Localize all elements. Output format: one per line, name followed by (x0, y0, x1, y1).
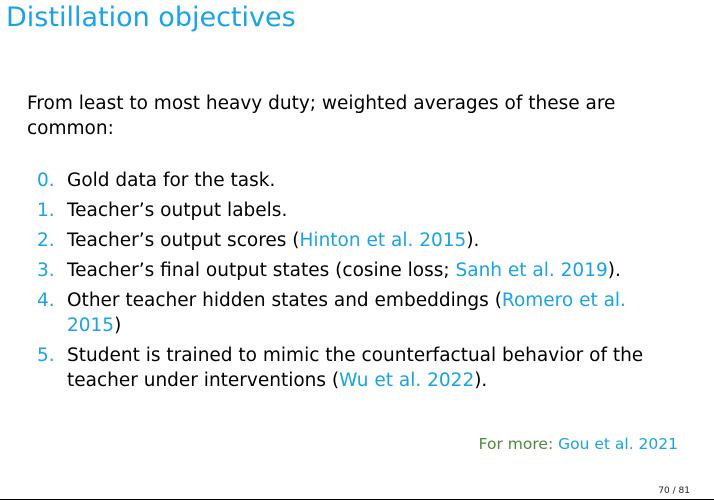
item-text (67, 288, 677, 338)
item-text-post: ). (607, 260, 621, 281)
item-number: 0. (37, 170, 55, 191)
citation-link[interactable]: Hinton et al. 2015 (299, 230, 467, 251)
item-number: 1. (37, 200, 55, 221)
citation-link[interactable]: Sanh et al. 2019 (455, 260, 608, 281)
item-number: 2. (37, 230, 55, 251)
item-number: 5. (37, 345, 55, 366)
objectives-list (37, 168, 677, 398)
item-text-pre: Teacher’s output scores ( (67, 230, 300, 251)
item-text (67, 228, 677, 253)
list-item (37, 168, 677, 193)
item-text (67, 343, 677, 393)
slide-title: Distillation objectives (6, 2, 296, 33)
intro-text: From least to most heavy duty; weighted averages of these are common: (27, 93, 616, 139)
item-text-post: ). (466, 230, 480, 251)
item-text-pre: Teacher’s output labels. (67, 200, 288, 221)
further-reading (479, 435, 678, 453)
further-reading-citation[interactable]: Gou et al. 2021 (558, 435, 678, 453)
item-text-post: ). (474, 370, 488, 391)
list-item (37, 198, 677, 223)
item-number: 3. (37, 260, 55, 281)
further-reading-label: For more: (478, 435, 559, 453)
item-text-pre: Gold data for the task. (67, 170, 276, 191)
item-text-pre: Teacher’s final output states (cosine loss; (67, 260, 456, 281)
item-text (67, 168, 677, 193)
item-text-post: ) (114, 315, 122, 336)
item-text-pre: Other teacher hidden states and embeddings ( (67, 290, 502, 311)
citation-link[interactable]: Wu et al. 2022 (339, 370, 475, 391)
page-number: 70 / 81 (658, 486, 690, 496)
item-text (67, 198, 677, 223)
item-text (67, 258, 677, 283)
footer-divider (0, 499, 714, 500)
item-text-pre: Student is trained to mimic the counterfactual behavior of the teacher under interventions ( (67, 345, 644, 391)
list-item (37, 288, 677, 338)
list-item (37, 343, 677, 393)
list-item (37, 228, 677, 253)
item-number: 4. (37, 290, 55, 311)
citation-link[interactable]: Romero et al. 2015 (67, 290, 626, 336)
list-item (37, 258, 677, 283)
